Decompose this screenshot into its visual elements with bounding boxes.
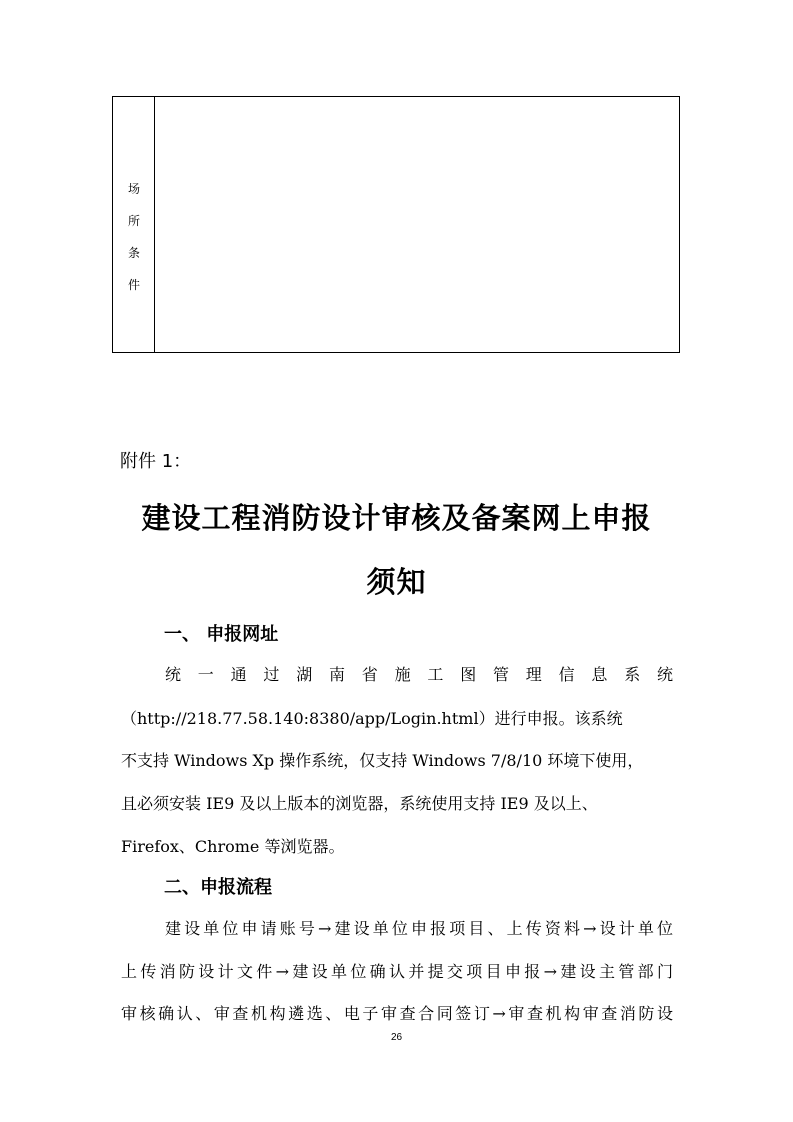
section-heading-url: 一、 申报网址 (164, 624, 279, 645)
site-conditions-content-cell (155, 97, 679, 352)
document-title-line-1: 建设工程消防设计审核及备案网上申报 (141, 501, 652, 535)
label-char: 所 (127, 214, 140, 228)
paragraph-line: Firefox、Chrome 等浏览器。 (121, 837, 345, 856)
attachment-label: 附件 1： (120, 451, 192, 472)
page-number: 26 (390, 1032, 403, 1043)
paragraph-line: 审核确认、审查机构遴选、电子审查合同签订→审查机构审查消防设 (121, 1004, 673, 1023)
label-char: 件 (127, 278, 140, 292)
paragraph-line: 上传消防设计文件→建设单位确认并提交项目申报→建设主管部门 (121, 962, 673, 981)
label-char: 条 (127, 246, 140, 260)
site-conditions-label-cell (113, 97, 155, 352)
paragraph-line: 不支持 Windows Xp 操作系统，仅支持 Windows 7/8/10 环境下使用， (121, 751, 644, 770)
section-heading-process: 二、申报流程 (164, 877, 272, 898)
site-conditions-label (113, 173, 155, 301)
paragraph-line: 统 一 通 过 湖 南 省 施 工 图 管 理 信 息 系 统 (165, 665, 673, 684)
site-conditions-table (112, 96, 680, 353)
label-char: 场 (127, 182, 140, 196)
paragraph-line: 建设单位申请账号→建设单位申报项目、上传资料→设计单位 (165, 919, 673, 938)
document-title-line-2: 须知 (366, 565, 427, 599)
paragraph-line: 且必须安装 IE9 及以上版本的浏览器，系统使用支持 IE9 及以上、 (121, 794, 598, 813)
paragraph-line: （http://218.77.58.140:8380/app/Login.html）进行申报。该系统 (121, 709, 623, 728)
